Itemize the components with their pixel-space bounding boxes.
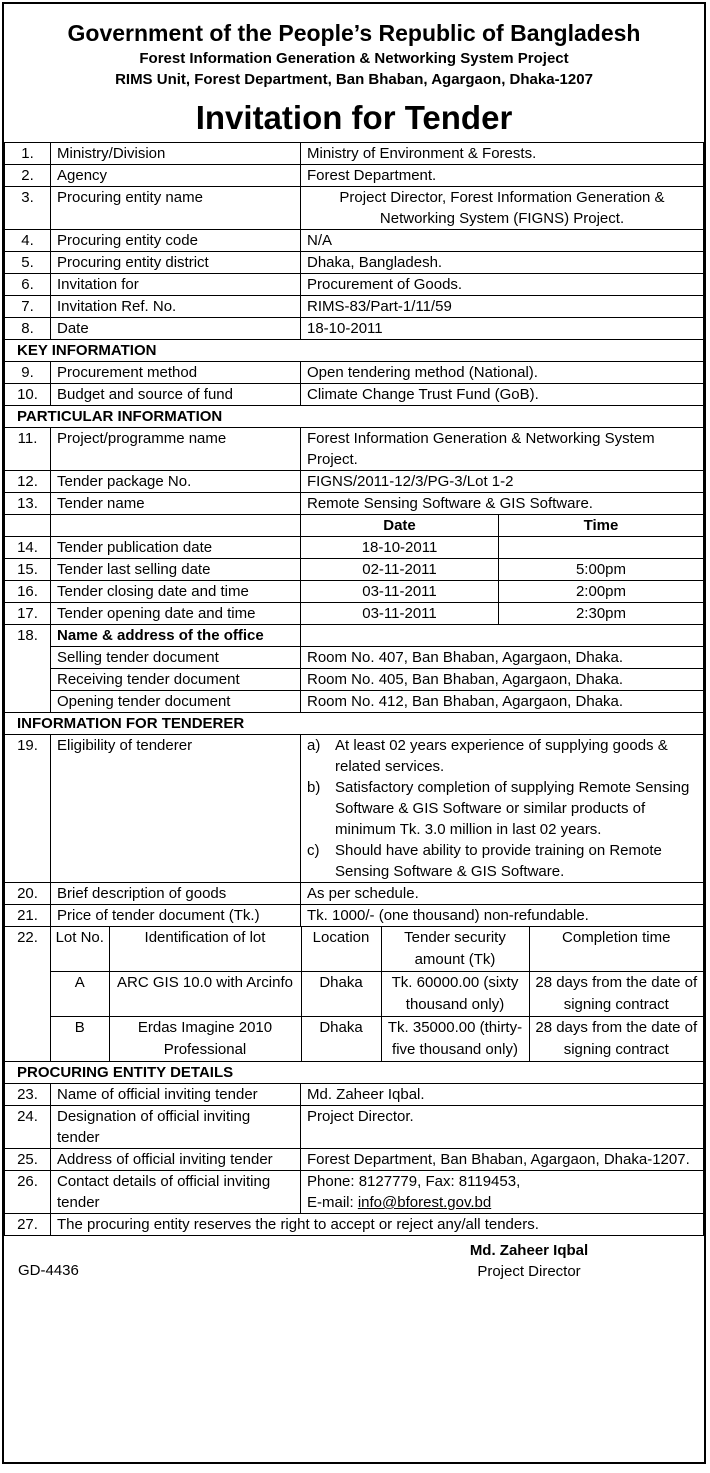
row-value: 18-10-2011 bbox=[301, 318, 704, 340]
page-title: Invitation for Tender bbox=[195, 99, 513, 136]
row-value: Ministry of Environment & Forests. bbox=[301, 143, 704, 165]
row-label: Agency bbox=[51, 165, 301, 187]
table-row bbox=[5, 384, 704, 406]
row-label: Invitation Ref. No. bbox=[51, 296, 301, 318]
row-label: Tender closing date and time bbox=[51, 581, 301, 603]
section-heading: PROCURING ENTITY DETAILS bbox=[5, 1062, 704, 1084]
row-label: Tender opening date and time bbox=[51, 603, 301, 625]
row-value: Climate Change Trust Fund (GoB). bbox=[301, 384, 704, 406]
row-number: 10. bbox=[5, 384, 51, 406]
office-address: Room No. 412, Ban Bhaban, Agargaon, Dhaka. bbox=[301, 691, 704, 713]
row-number: 12. bbox=[5, 471, 51, 493]
row-value: Remote Sensing Software & GIS Software. bbox=[301, 493, 704, 515]
lot-header: Lot No. bbox=[51, 927, 109, 972]
row-number: 13. bbox=[5, 493, 51, 515]
lot-completion: 28 days from the date of signing contract bbox=[529, 972, 703, 1017]
time-header: Time bbox=[499, 515, 704, 537]
table-row bbox=[5, 493, 704, 515]
row-label: Name & address of the office bbox=[51, 625, 301, 647]
row-number: 23. bbox=[5, 1084, 51, 1106]
row-label: Price of tender document (Tk.) bbox=[51, 905, 301, 927]
row-label: Brief description of goods bbox=[51, 883, 301, 905]
row-value: N/A bbox=[301, 230, 704, 252]
office-row bbox=[5, 669, 704, 691]
schedule-time: 2:30pm bbox=[499, 603, 704, 625]
row-value: Project Director, Forest Information Generation & Networking System (FIGNS) Project. bbox=[301, 187, 704, 230]
note-row bbox=[5, 1214, 704, 1236]
government-heading: Government of the People’s Republic of Bangladesh bbox=[67, 20, 641, 46]
lot-security: Tk. 35000.00 (thirty-five thousand only) bbox=[381, 1017, 529, 1062]
lot-location: Dhaka bbox=[301, 1017, 381, 1062]
table-row bbox=[5, 471, 704, 493]
row-label: Procuring entity district bbox=[51, 252, 301, 274]
office-heading-row bbox=[5, 625, 704, 647]
office-row bbox=[5, 647, 704, 669]
row-number: 14. bbox=[5, 537, 51, 559]
row-label: Designation of official inviting tender bbox=[51, 1106, 301, 1149]
lot-number: A bbox=[51, 972, 109, 1017]
lot-security: Tk. 60000.00 (sixty thousand only) bbox=[381, 972, 529, 1017]
address-heading: RIMS Unit, Forest Department, Ban Bhaban, Agargaon, Dhaka-1207 bbox=[115, 71, 593, 88]
table-row bbox=[5, 1084, 704, 1106]
schedule-date: 03-11-2011 bbox=[301, 603, 499, 625]
row-number: 15. bbox=[5, 559, 51, 581]
row-label: Contact details of official inviting tender bbox=[51, 1171, 301, 1214]
row-label: Invitation for bbox=[51, 274, 301, 296]
lots-table bbox=[51, 927, 703, 1061]
table-row bbox=[5, 1149, 704, 1171]
row-label: Ministry/Division bbox=[51, 143, 301, 165]
lot-row bbox=[51, 972, 703, 1017]
date-header: Date bbox=[301, 515, 499, 537]
email-link[interactable]: info@bforest.gov.bd bbox=[357, 1194, 492, 1211]
row-label: Procurement method bbox=[51, 362, 301, 384]
row-value: Forest Department, Ban Bhaban, Agargaon, Dhaka-1207. bbox=[301, 1149, 704, 1171]
row-number: 21. bbox=[5, 905, 51, 927]
row-number: 6. bbox=[5, 274, 51, 296]
row-label: Tender name bbox=[51, 493, 301, 515]
office-purpose: Receiving tender document bbox=[51, 669, 301, 691]
lot-identification: ARC GIS 10.0 with Arcinfo bbox=[109, 972, 301, 1017]
schedule-time: 5:00pm bbox=[499, 559, 704, 581]
row-number: 17. bbox=[5, 603, 51, 625]
row-value: Tk. 1000/- (one thousand) non-refundable. bbox=[301, 905, 704, 927]
schedule-time bbox=[499, 537, 704, 559]
signatory-title: Project Director bbox=[477, 1263, 581, 1280]
row-label: Tender package No. bbox=[51, 471, 301, 493]
schedule-date: 18-10-2011 bbox=[301, 537, 499, 559]
lot-number: B bbox=[51, 1017, 109, 1062]
note-text: The procuring entity reserves the right to accept or reject any/all tenders. bbox=[51, 1214, 704, 1236]
eligibility-list bbox=[301, 735, 704, 883]
row-number: 4. bbox=[5, 230, 51, 252]
signatory-name: Md. Zaheer Iqbal bbox=[469, 1242, 589, 1259]
table-row bbox=[5, 296, 704, 318]
phone-fax: Phone: 8127779, Fax: 8119453, bbox=[307, 1173, 521, 1190]
row-value: Dhaka, Bangladesh. bbox=[301, 252, 704, 274]
eligibility-item bbox=[307, 735, 697, 777]
tender-notice bbox=[2, 2, 706, 1464]
row-label: Address of official inviting tender bbox=[51, 1149, 301, 1171]
item-text: At least 02 years experience of supplying goods & related services. bbox=[335, 737, 668, 775]
row-label: Tender last selling date bbox=[51, 559, 301, 581]
gd-code: GD-4436 bbox=[18, 1262, 79, 1279]
contact-row bbox=[5, 1171, 704, 1214]
row-value: FIGNS/2011-12/3/PG-3/Lot 1-2 bbox=[301, 471, 704, 493]
row-value: Md. Zaheer Iqbal. bbox=[301, 1084, 704, 1106]
row-value: Forest Information Generation & Networking System Project. bbox=[301, 428, 704, 471]
lots-header-row bbox=[51, 927, 703, 972]
row-number: 26. bbox=[5, 1171, 51, 1214]
office-address: Room No. 407, Ban Bhaban, Agargaon, Dhaka. bbox=[301, 647, 704, 669]
row-label: Project/programme name bbox=[51, 428, 301, 471]
table-row bbox=[5, 318, 704, 340]
row-value: Procurement of Goods. bbox=[301, 274, 704, 296]
office-purpose: Selling tender document bbox=[51, 647, 301, 669]
row-number: 19. bbox=[5, 735, 51, 883]
item-marker: c) bbox=[307, 842, 320, 859]
row-label: Budget and source of fund bbox=[51, 384, 301, 406]
tender-table bbox=[4, 142, 704, 1236]
table-row bbox=[5, 165, 704, 187]
row-label: Date bbox=[51, 318, 301, 340]
item-marker: a) bbox=[307, 737, 321, 754]
table-row bbox=[5, 187, 704, 230]
item-marker: b) bbox=[307, 779, 321, 796]
eligibility-item bbox=[307, 777, 697, 840]
date-time-header-row bbox=[5, 515, 704, 537]
row-number: 18. bbox=[5, 625, 51, 713]
row-number: 2. bbox=[5, 165, 51, 187]
row-number: 16. bbox=[5, 581, 51, 603]
contact-details bbox=[301, 1171, 704, 1214]
lot-row bbox=[51, 1017, 703, 1062]
table-row bbox=[5, 883, 704, 905]
row-number: 5. bbox=[5, 252, 51, 274]
row-value: Forest Department. bbox=[301, 165, 704, 187]
schedule-time: 2:00pm bbox=[499, 581, 704, 603]
table-row bbox=[5, 428, 704, 471]
email-label: E-mail: bbox=[307, 1194, 354, 1211]
row-number: 11. bbox=[5, 428, 51, 471]
row-number: 7. bbox=[5, 296, 51, 318]
office-address: Room No. 405, Ban Bhaban, Agargaon, Dhaka. bbox=[301, 669, 704, 691]
row-number: 20. bbox=[5, 883, 51, 905]
office-row bbox=[5, 691, 704, 713]
office-purpose: Opening tender document bbox=[51, 691, 301, 713]
section-heading: INFORMATION FOR TENDERER bbox=[5, 713, 704, 735]
row-value: As per schedule. bbox=[301, 883, 704, 905]
row-value: Open tendering method (National). bbox=[301, 362, 704, 384]
table-row bbox=[5, 252, 704, 274]
schedule-date: 02-11-2011 bbox=[301, 559, 499, 581]
section-heading: KEY INFORMATION bbox=[5, 340, 704, 362]
row-number: 25. bbox=[5, 1149, 51, 1171]
row-number: 8. bbox=[5, 318, 51, 340]
row-label: Tender publication date bbox=[51, 537, 301, 559]
row-label: Name of official inviting tender bbox=[51, 1084, 301, 1106]
row-number: 3. bbox=[5, 187, 51, 230]
row-number: 9. bbox=[5, 362, 51, 384]
row-number: 24. bbox=[5, 1106, 51, 1149]
table-row bbox=[5, 230, 704, 252]
row-label: Procuring entity name bbox=[51, 187, 301, 230]
table-row bbox=[5, 1106, 704, 1149]
lots-row bbox=[5, 927, 704, 1062]
row-number: 1. bbox=[5, 143, 51, 165]
schedule-row bbox=[5, 537, 704, 559]
eligibility-item bbox=[307, 840, 697, 882]
notice-header bbox=[4, 18, 704, 142]
table-row bbox=[5, 905, 704, 927]
lot-completion: 28 days from the date of signing contract bbox=[529, 1017, 703, 1062]
row-value: RIMS-83/Part-1/11/59 bbox=[301, 296, 704, 318]
completion-header: Completion time bbox=[529, 927, 703, 972]
location-header: Location bbox=[301, 927, 381, 972]
schedule-row bbox=[5, 559, 704, 581]
item-text: Should have ability to provide training on Remote Sensing Software & GIS Software. bbox=[335, 842, 662, 880]
table-row bbox=[5, 143, 704, 165]
row-label: Eligibility of tenderer bbox=[51, 735, 301, 883]
identification-header: Identification of lot bbox=[109, 927, 301, 972]
table-row bbox=[5, 274, 704, 296]
schedule-row bbox=[5, 603, 704, 625]
row-value: Project Director. bbox=[301, 1106, 704, 1149]
row-label: Procuring entity code bbox=[51, 230, 301, 252]
notice-footer bbox=[4, 1236, 704, 1288]
schedule-date: 03-11-2011 bbox=[301, 581, 499, 603]
eligibility-row bbox=[5, 735, 704, 883]
security-header: Tender security amount (Tk) bbox=[381, 927, 529, 972]
lot-location: Dhaka bbox=[301, 972, 381, 1017]
schedule-row bbox=[5, 581, 704, 603]
section-heading: PARTICULAR INFORMATION bbox=[5, 406, 704, 428]
lot-identification: Erdas Imagine 2010 Professional bbox=[109, 1017, 301, 1062]
project-heading: Forest Information Generation & Networking System Project bbox=[139, 50, 569, 67]
signature-block bbox=[444, 1240, 614, 1282]
table-row bbox=[5, 362, 704, 384]
item-text: Satisfactory completion of supplying Remote Sensing Software & GIS Software or similar products of minimum Tk. 3.0 million in last 02 years. bbox=[335, 779, 690, 838]
row-number: 27. bbox=[5, 1214, 51, 1236]
row-number: 22. bbox=[5, 927, 51, 1062]
